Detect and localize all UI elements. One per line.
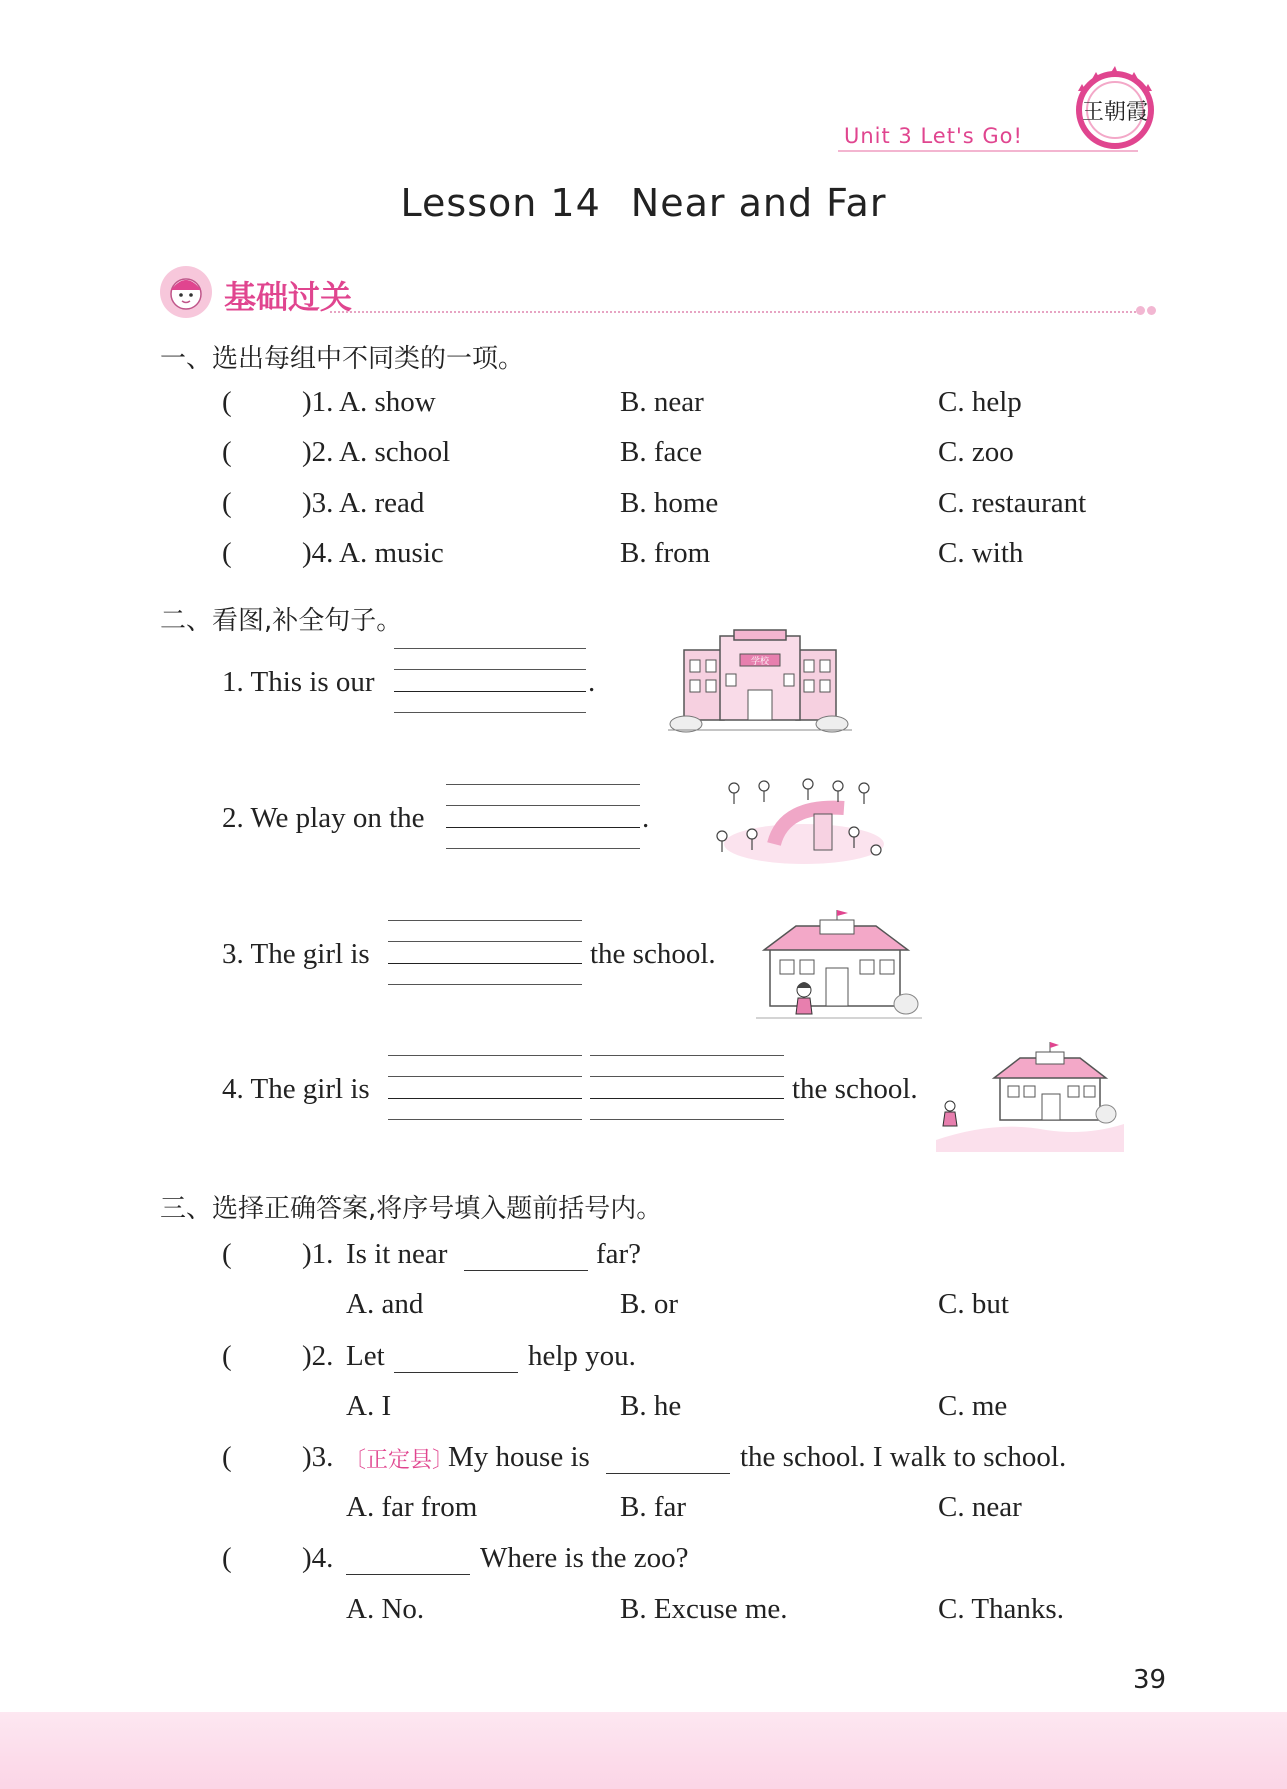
answer-paren[interactable]: ( [222, 537, 232, 569]
question-text-after: Where is the zoo? [480, 1542, 689, 1574]
sentence-prefix: 3. The girl is [222, 938, 370, 970]
footer-band [0, 1712, 1287, 1789]
option-a: )2. A. school [302, 436, 451, 468]
answer-blank[interactable] [464, 1270, 588, 1271]
question-number: )4. [302, 1542, 334, 1574]
answer-paren[interactable]: ( [222, 436, 232, 468]
choice-b: B. or [620, 1288, 678, 1320]
lesson-number: Lesson 14 [400, 181, 601, 225]
choice-b: B. he [620, 1390, 682, 1422]
sentence-suffix: the school. [590, 938, 716, 970]
badge-text: 王朝霞 [1081, 100, 1149, 125]
school-sign: 学校 [750, 657, 770, 667]
option-a: )4. A. music [302, 537, 444, 569]
answer-paren[interactable]: ( [222, 1441, 232, 1473]
answer-paren[interactable]: ( [222, 386, 232, 418]
sentence-prefix: 1. This is our [222, 666, 375, 698]
choice-a: A. I [346, 1390, 392, 1422]
choice-c: C. me [938, 1390, 1008, 1422]
sentence-prefix: 4. The girl is [222, 1073, 370, 1105]
question-number: )1. [302, 1238, 334, 1270]
option-c: C. help [938, 386, 1022, 418]
page-number: 39 [1133, 1665, 1167, 1695]
choice-b: B. Excuse me. [620, 1593, 788, 1625]
part1-heading: 一、选出每组中不同类的一项。 [160, 344, 525, 374]
choice-c: C. Thanks. [938, 1593, 1064, 1625]
question-text: Is it near [346, 1238, 448, 1270]
region-tag: 〔正定县〕 [344, 1448, 455, 1473]
answer-paren[interactable]: ( [222, 1340, 232, 1372]
choice-a: A. No. [346, 1593, 425, 1625]
choice-b: B. far [620, 1491, 687, 1523]
choice-c: C. near [938, 1491, 1022, 1523]
choice-a: A. and [346, 1288, 424, 1320]
brand-badge-icon [1072, 64, 1158, 150]
lesson-name: Near and Far [630, 181, 887, 225]
question-number: )2. [302, 1340, 334, 1372]
answer-blank[interactable] [346, 1574, 470, 1575]
section-title: 基础过关 [224, 278, 353, 316]
section-girl-icon [158, 264, 214, 320]
school-building-image [668, 628, 852, 741]
option-a: )3. A. read [302, 487, 425, 519]
option-b: B. from [620, 537, 711, 569]
playground-image [704, 774, 894, 875]
question-text-after: the school. I walk to school. [740, 1441, 1067, 1473]
option-c: C. zoo [938, 436, 1014, 468]
sentence-suffix: the school. [792, 1073, 918, 1105]
girl-near-school-image [756, 910, 922, 1031]
part2-heading: 二、看图,补全句子。 [160, 606, 403, 636]
option-c: C. with [938, 537, 1024, 569]
header-unit: Unit 3 Let's Go! [844, 124, 1023, 148]
answer-blank[interactable] [606, 1473, 730, 1474]
option-b: B. home [620, 487, 719, 519]
girl-far-from-school-image [936, 1040, 1124, 1157]
question-number: )3. [302, 1441, 334, 1473]
answer-paren[interactable]: ( [222, 1542, 232, 1574]
header-divider [838, 150, 1138, 152]
question-text-after: far? [596, 1238, 642, 1270]
sentence-suffix: . [642, 802, 650, 834]
option-c: C. restaurant [938, 487, 1087, 519]
option-b: B. near [620, 386, 704, 418]
sentence-suffix: . [588, 666, 596, 698]
option-a: )1. A. show [302, 386, 436, 418]
choice-a: A. far from [346, 1491, 478, 1523]
answer-paren[interactable]: ( [222, 1238, 232, 1270]
page-title [0, 181, 1287, 225]
question-text-after: help you. [528, 1340, 636, 1372]
question-text: My house is [448, 1441, 590, 1473]
answer-paren[interactable]: ( [222, 487, 232, 519]
section-divider [330, 311, 1140, 313]
question-text: Let [346, 1340, 385, 1372]
answer-blank[interactable] [394, 1372, 518, 1373]
section-dots [1136, 302, 1158, 320]
sentence-prefix: 2. We play on the [222, 802, 425, 834]
option-b: B. face [620, 436, 703, 468]
part3-heading: 三、选择正确答案,将序号填入题前括号内。 [160, 1194, 663, 1224]
choice-c: C. but [938, 1288, 1009, 1320]
